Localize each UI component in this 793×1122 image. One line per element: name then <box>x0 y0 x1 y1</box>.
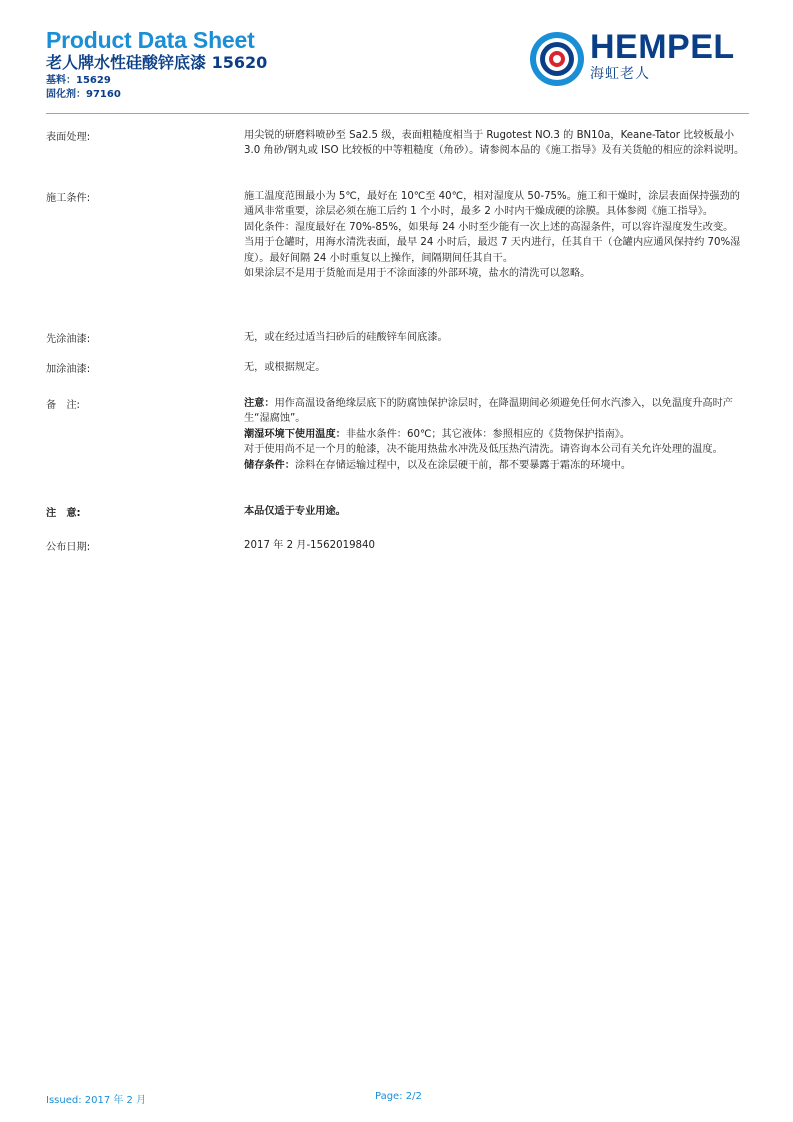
paragraph <box>244 427 749 442</box>
section-label: 施工条件: <box>46 193 91 204</box>
header-divider <box>46 113 749 114</box>
section-label: 加涂油漆: <box>46 364 91 375</box>
section-label: 注 意: <box>46 508 81 519</box>
product-name: 老人牌水性硅酸锌底漆 15620 <box>46 53 268 72</box>
section-text: 用尖锐的研磨料喷砂至 Sa2.5 级，表面粗糙度相当于 Rugotest NO.3 的 BN10a，Keane-Tator 比较板最小 3.0 角砂/钢丸或 ISO 比较板的中等粗糙度（角砂）。请参阅本品的《施工指导》及有关货舱的相应的涂料说明。 <box>244 130 745 157</box>
paragraph-body: 用作高温设备绝缘层底下的防腐蚀保护涂层时，在降温期间必须避免任何水汽渗入，以免温度升高时产生“湿腐蚀”。 <box>244 398 733 425</box>
section-label: 先涂油漆: <box>46 334 91 345</box>
curing-agent-number: 固化剂：97160 <box>46 89 121 100</box>
paragraph-lead: 注意： <box>244 398 275 409</box>
paragraph: 当用于仓罐时，用海水清洗表面，最早 24 小时后，最迟 7 天内进行，任其自干（仓罐内应通风保持约 70%湿度）。最好间隔 24 小时重复以上操作，间隔期间任其自干。 <box>244 237 741 264</box>
logo-chinese-name: 海虹老人 <box>590 66 650 82</box>
document-title: Product Data Sheet <box>46 27 255 53</box>
section-text: 无，或在经过适当扫砂后的硅酸锌车间底漆。 <box>244 332 448 343</box>
paragraph-lead: 潮湿环境下使用温度： <box>244 428 346 440</box>
footer-issued: Issued: 2017 年 2 月 <box>46 1095 147 1106</box>
section-label: 公布日期: <box>46 542 91 553</box>
logo-wordmark: HEMPEL <box>590 28 735 66</box>
paragraph-body: 非盐水条件：60℃；其它液体：参照相应的《货物保护指南》。 <box>345 428 631 440</box>
hempel-logo-icon <box>528 30 586 88</box>
hempel-logo <box>528 30 758 86</box>
section-text <box>244 396 749 473</box>
paragraph: 对于使用尚不足一个月的舱漆，决不能用热盐水冲洗及低压热汽清洗。请咨询本公司有关允许处理的温度。 <box>244 444 723 456</box>
base-number: 基料：15629 <box>46 75 111 86</box>
section-label: 表面处理: <box>46 132 91 143</box>
section-label: 备 注: <box>46 400 80 411</box>
paragraph: 施工温度范围最小为 5℃，最好在 10℃至 40℃，相对湿度从 50-75%。施工和干燥时，涂层表面保持强劲的通风非常重要，涂层必须在施工后约 1 个小时，最多 2 小时内干燥成硬的涂膜。具体参阅《施工指导》。 <box>244 191 740 218</box>
paragraph <box>244 396 749 427</box>
document-header <box>46 28 267 102</box>
paragraph <box>244 458 749 473</box>
section-text <box>244 189 749 281</box>
paragraph-body: 涂料在存储运输过程中，以及在涂层硬干前，都不要暴露于霜冻的环境中。 <box>294 459 632 471</box>
section-text: 2017 年 2 月-1562019840 <box>244 540 375 551</box>
paragraph: 固化条件：湿度最好在 70%-85%，如果每 24 小时至少能有一次上述的高湿条件，可以容许湿度发生改变。 <box>244 221 734 233</box>
paragraph-lead: 储存条件： <box>244 459 295 471</box>
paragraph: 如果涂层不是用于货舱而是用于不涂面漆的外部环境，盐水的清洗可以忽略。 <box>244 268 591 280</box>
section-text: 无，或根据规定。 <box>244 362 326 373</box>
section-text: 本品仅适于专业用途。 <box>244 506 346 517</box>
footer-page-number: Page: 2/2 <box>375 1091 422 1102</box>
